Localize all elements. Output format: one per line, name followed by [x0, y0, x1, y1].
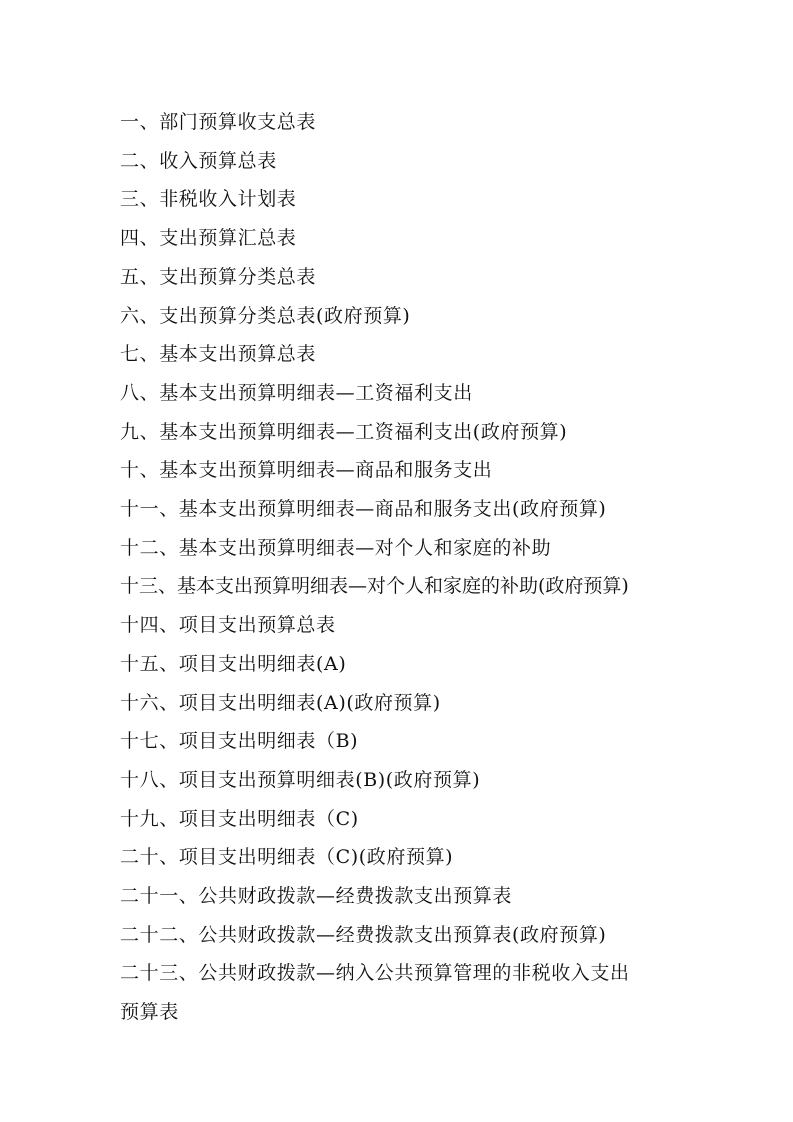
- list-item: 九、基本支出预算明细表—工资福利支出(政府预算): [120, 420, 568, 443]
- list-item: 二十二、公共财政拨款—经费拨款支出预算表(政府预算): [120, 923, 607, 946]
- list-item: 七、基本支出预算总表: [120, 343, 317, 366]
- list-item: 十三、基本支出预算明细表—对个人和家庭的补助(政府预算): [120, 575, 629, 598]
- table-list: [120, 103, 720, 1032]
- list-item: 二十、项目支出明细表（C)(政府预算): [120, 846, 454, 869]
- list-item: 十、基本支出预算明细表—商品和服务支出: [120, 459, 493, 482]
- list-item-continuation: 预算表: [120, 1001, 179, 1024]
- list-item: 十六、项目支出明细表(A)(政府预算): [120, 691, 441, 714]
- list-item: 十八、项目支出预算明细表(B)(政府预算): [120, 768, 481, 791]
- list-item: 十七、项目支出明细表（B): [120, 730, 359, 753]
- list-item: 一、部门预算收支总表: [120, 111, 317, 133]
- list-item: 四、支出预算汇总表: [120, 227, 297, 250]
- list-item: 十五、项目支出明细表(A): [120, 652, 347, 675]
- list-item: 五、支出预算分类总表: [120, 265, 317, 288]
- list-item: 十九、项目支出明细表（C): [120, 807, 359, 830]
- list-item: 八、基本支出预算明细表—工资福利支出: [120, 381, 473, 404]
- list-item: 十四、项目支出预算总表: [120, 614, 336, 637]
- list-item: 六、支出预算分类总表(政府预算): [120, 304, 411, 327]
- list-item: 二十三、公共财政拨款—纳入公共预算管理的非税收入支出: [120, 962, 630, 985]
- list-item: 三、非税收入计划表: [120, 188, 297, 211]
- list-item: 二十一、公共财政拨款—经费拨款支出预算表: [120, 885, 513, 908]
- list-item: 十二、基本支出预算明细表—对个人和家庭的补助: [120, 536, 552, 559]
- list-item: 二、收入预算总表: [120, 149, 277, 172]
- list-item: 十一、基本支出预算明细表—商品和服务支出(政府预算): [120, 498, 607, 521]
